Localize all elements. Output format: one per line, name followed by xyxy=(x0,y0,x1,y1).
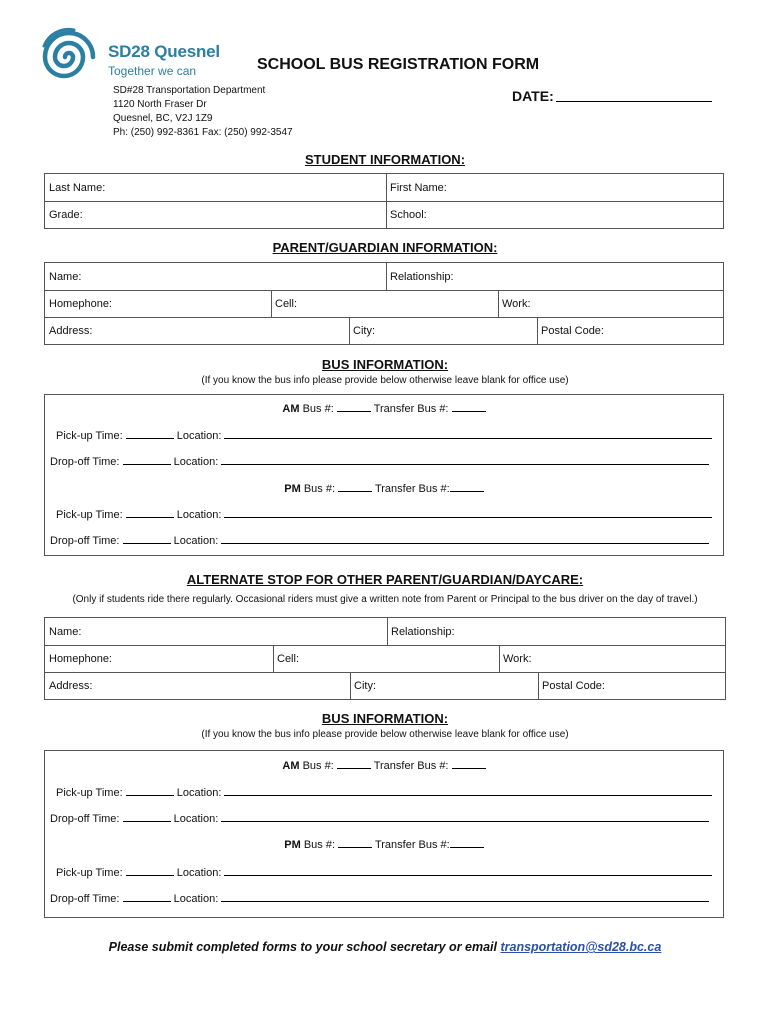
bus2-am-dropoff-line: Drop-off Time: Location: xyxy=(50,811,709,825)
bus1-section-title: BUS INFORMATION: xyxy=(321,357,449,372)
alternate-name-field[interactable]: Name: xyxy=(49,625,82,638)
bus1-pm-dropoff-line: Drop-off Time: Location: xyxy=(50,533,709,547)
bus2-pm-pickup-location[interactable] xyxy=(224,865,712,876)
bus2-am-pickup-time[interactable] xyxy=(126,785,174,796)
school-field[interactable]: School: xyxy=(390,208,427,221)
parent-cell-field[interactable]: Cell: xyxy=(275,297,298,310)
address-line-2: 1120 North Fraser Dr xyxy=(113,99,207,110)
alternate-homephone-field[interactable]: Homephone: xyxy=(49,652,112,665)
student-grid xyxy=(44,173,724,229)
parent-name-field[interactable]: Name: xyxy=(49,270,82,283)
bus1-pm-dropoff-time[interactable] xyxy=(123,533,171,544)
bus2-section-title: BUS INFORMATION: xyxy=(321,711,449,726)
alternate-work-field[interactable]: Work: xyxy=(503,652,532,665)
form-title: SCHOOL BUS REGISTRATION FORM xyxy=(257,56,540,73)
bus2-note: (If you know the bus info please provide below otherwise leave blank for office use) xyxy=(201,729,569,740)
alternate-cell-field[interactable]: Cell: xyxy=(277,652,300,665)
date-field[interactable] xyxy=(556,101,712,102)
parent-homephone-field[interactable]: Homephone: xyxy=(49,297,112,310)
bus2-pm-bus-field[interactable] xyxy=(338,837,372,848)
bus1-am-transfer-field[interactable] xyxy=(452,401,486,412)
bus2-pm-dropoff-location[interactable] xyxy=(221,891,709,902)
footer-instructions: Please submit completed forms to your school secretary or email transportation@sd28.bc.ca xyxy=(108,940,662,954)
parent-relationship-field[interactable]: Relationship: xyxy=(390,270,454,283)
student-section-title: STUDENT INFORMATION: xyxy=(304,152,466,167)
bus2-am-bus-field[interactable] xyxy=(337,758,371,769)
bus1-am-dropoff-location[interactable] xyxy=(221,454,709,465)
swirl-logo-icon xyxy=(34,26,104,88)
bus2-am-dropoff-location[interactable] xyxy=(221,811,709,822)
bus1-pm-pickup-location[interactable] xyxy=(224,507,712,518)
first-name-field[interactable]: First Name: xyxy=(390,181,447,194)
bus1-am-bus-field[interactable] xyxy=(337,401,371,412)
parent-address-field[interactable]: Address: xyxy=(49,324,93,337)
alternate-relationship-field[interactable]: Relationship: xyxy=(391,625,455,638)
bus2-pm-transfer-field[interactable] xyxy=(450,837,484,848)
bus2-box xyxy=(44,750,724,918)
bus1-pm-line: PM Bus #: Transfer Bus #: xyxy=(45,481,723,495)
bus1-am-pickup-time[interactable] xyxy=(126,428,174,439)
alternate-note: (Only if students ride there regularly. Occasional riders must give a written note from Parent or Principal to the bus driver on the day of travel.) xyxy=(72,594,698,605)
alternate-address-field[interactable]: Address: xyxy=(49,679,93,692)
parent-postal-field[interactable]: Postal Code: xyxy=(541,324,604,337)
logo-tagline: Together we can xyxy=(108,64,197,78)
bus1-am-dropoff-time[interactable] xyxy=(123,454,171,465)
last-name-field[interactable]: Last Name: xyxy=(49,181,106,194)
bus2-pm-pickup-line: Pick-up Time: Location: xyxy=(56,865,712,879)
bus2-am-pickup-location[interactable] xyxy=(224,785,712,796)
bus1-am-dropoff-line: Drop-off Time: Location: xyxy=(50,454,709,468)
alternate-postal-field[interactable]: Postal Code: xyxy=(542,679,605,692)
logo-name: SD28 Quesnel xyxy=(108,42,220,61)
bus1-note: (If you know the bus info please provide below otherwise leave blank for office use) xyxy=(201,375,569,386)
parent-work-field[interactable]: Work: xyxy=(502,297,531,310)
bus2-am-line: AM Bus #: Transfer Bus #: xyxy=(45,758,723,772)
parent-city-field[interactable]: City: xyxy=(353,324,375,337)
grade-field[interactable]: Grade: xyxy=(49,208,83,221)
bus2-pm-line: PM Bus #: Transfer Bus #: xyxy=(45,837,723,851)
logo xyxy=(34,26,224,86)
address-line-1: SD#28 Transportation Department xyxy=(113,85,266,96)
email-link[interactable]: transportation@sd28.bc.ca xyxy=(500,940,662,954)
bus2-am-dropoff-time[interactable] xyxy=(123,811,171,822)
alternate-section-title: ALTERNATE STOP FOR OTHER PARENT/GUARDIAN/DAYCARE: xyxy=(186,572,584,587)
date-label: DATE: xyxy=(512,88,554,104)
bus2-pm-dropoff-time[interactable] xyxy=(123,891,171,902)
parent-grid xyxy=(44,262,724,345)
bus2-pm-pickup-time[interactable] xyxy=(126,865,174,876)
bus1-pm-dropoff-location[interactable] xyxy=(221,533,709,544)
address-line-4: Ph: (250) 992-8361 Fax: (250) 992-3547 xyxy=(113,127,293,138)
bus1-am-pickup-location[interactable] xyxy=(224,428,712,439)
bus1-pm-pickup-line: Pick-up Time: Location: xyxy=(56,507,712,521)
address-line-3: Quesnel, BC, V2J 1Z9 xyxy=(113,113,213,124)
bus1-pm-pickup-time[interactable] xyxy=(126,507,174,518)
bus1-am-line: AM Bus #: Transfer Bus #: xyxy=(45,401,723,415)
bus1-pm-bus-field[interactable] xyxy=(338,481,372,492)
bus2-am-transfer-field[interactable] xyxy=(452,758,486,769)
parent-section-title: PARENT/GUARDIAN INFORMATION: xyxy=(272,240,498,255)
bus2-pm-dropoff-line: Drop-off Time: Location: xyxy=(50,891,709,905)
bus1-box xyxy=(44,394,724,556)
alternate-city-field[interactable]: City: xyxy=(354,679,376,692)
bus1-pm-transfer-field[interactable] xyxy=(450,481,484,492)
alternate-grid xyxy=(44,617,726,700)
bus1-am-pickup-line: Pick-up Time: Location: xyxy=(56,428,712,442)
bus2-am-pickup-line: Pick-up Time: Location: xyxy=(56,785,712,799)
